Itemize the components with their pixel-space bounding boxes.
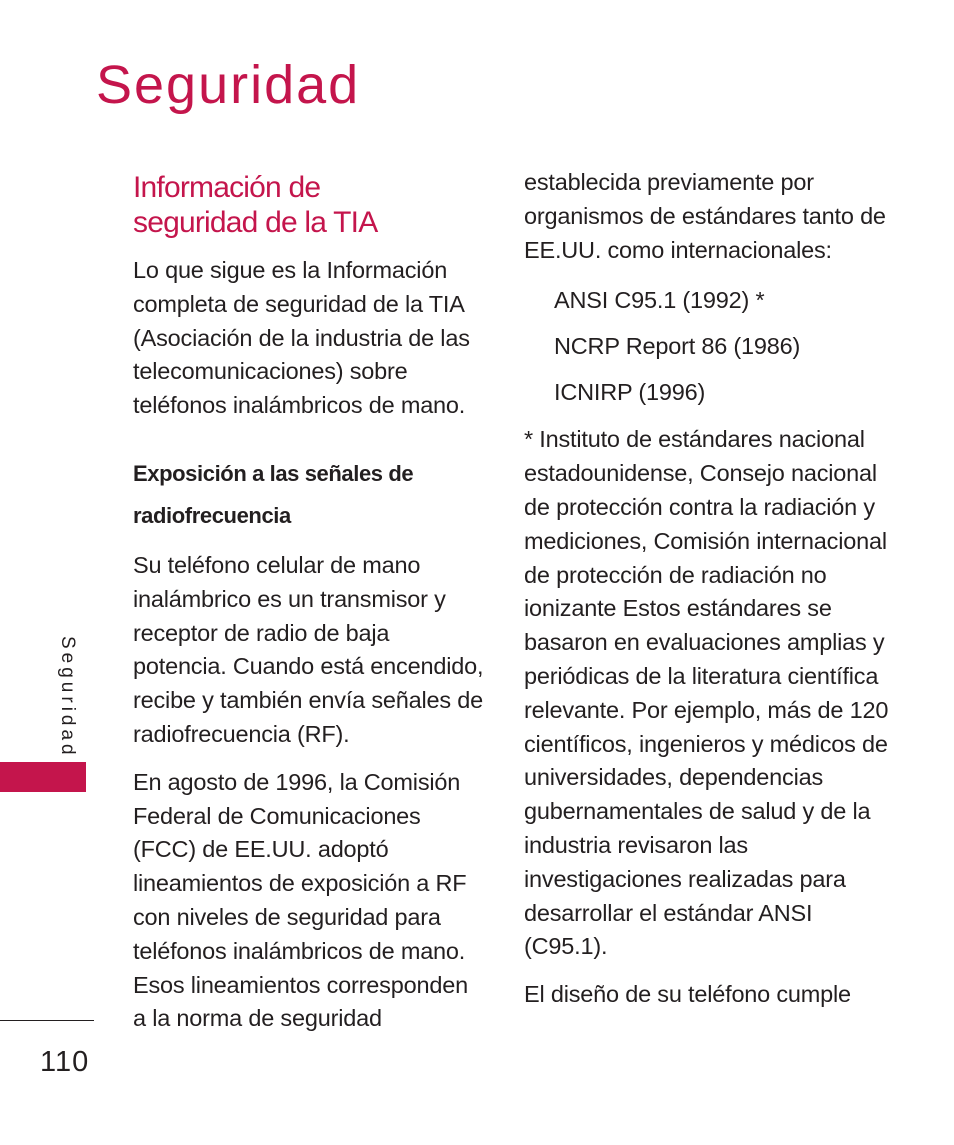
standards-list [524, 283, 896, 409]
intro-paragraph: Lo que sigue es la Información completa de seguridad de la TIA (Asociación de la industria de las telecomunicaciones) sobre teléfonos inalámbricos de mano. [133, 257, 470, 419]
page-title: Seguridad [96, 55, 361, 115]
fcc-paragraph: En agosto de 1996, la Comisión Federal de Comunicaciones (FCC) de EE.UU. adoptó lineamientos de exposición a RF con niveles de seguridad para teléfonos inalámbricos de mano. Esos lineamientos corresponden a la norma de seguridad [133, 768, 468, 1032]
page-number: 110 [40, 1046, 90, 1078]
footnote-paragraph: * Instituto de estándares nacional estadounidense, Consejo nacional de protección contra la radiación y mediciones, Comisión internacional de protección de radiación no ionizante Estos estándares se basaron en evaluaciones amplias y periódicas de la literatura científica relevante. Por ejemplo, más de 120 científicos, ingenieros y médicos de universidades, dependencias gubernamentales de salud y de la industria revisaron las investigaciones realizadas para desarrollar el estándar ANSI (C95.1). [524, 426, 889, 960]
subheading [133, 453, 485, 537]
right-column [524, 166, 896, 1012]
subheading-line-1: Exposición a las señales de [133, 460, 414, 486]
subheading-line-2: radiofrecuencia [133, 502, 291, 528]
side-tab-label: Seguridad [57, 636, 78, 759]
section-heading-line-1: Información de [133, 171, 321, 204]
standard-item: NCRP Report 86 (1986) [554, 333, 801, 360]
rf-paragraph: Su teléfono celular de mano inalámbrico es un transmisor y receptor de radio de baja potencia. Cuando está encendido, recibe y también envía señales de radiofrecuencia (RF). [133, 551, 484, 747]
footer-divider [0, 1020, 94, 1021]
standard-item: ANSI C95.1 (1992) * [554, 287, 765, 314]
closing-paragraph: El diseño de su teléfono cumple [524, 981, 851, 1008]
continuation-paragraph: establecida previamente por organismos de estándares tanto de EE.UU. como internacionales: [524, 169, 886, 263]
section-heading-line-2: seguridad de la TIA [133, 206, 378, 239]
section-heading [133, 170, 485, 240]
standard-item: ICNIRP (1996) [554, 379, 706, 406]
left-column [133, 170, 485, 1036]
side-tab-marker [0, 762, 86, 792]
